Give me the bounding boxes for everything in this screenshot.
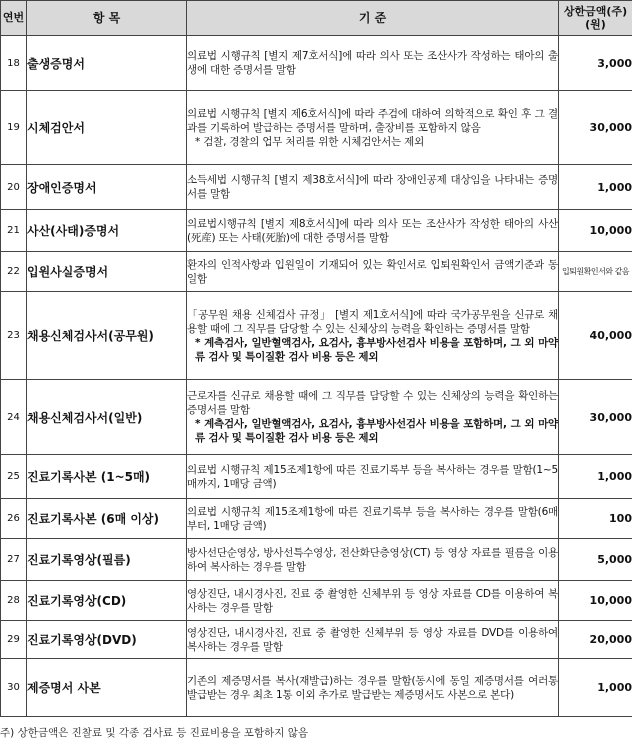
row-number: 25 [1, 455, 27, 499]
criteria-text: 의료법 시행규칙 제15조제1항에 따른 진료기록부 등을 복사하는 경우를 말함(6매부터, 1매당 금액) [187, 505, 558, 532]
amount-cell: 30,000 [559, 91, 632, 165]
item-name: 진료기록사본 (6매 이상) [27, 499, 187, 539]
criteria-cell [187, 581, 559, 621]
criteria-cell [187, 659, 559, 717]
amount-cell: 5,000 [559, 539, 632, 581]
criteria-cell [187, 292, 559, 380]
criteria-text: 영상진단, 내시경사진, 진료 중 촬영한 신체부위 등 영상 자료를 DVD를 이용하여 복사하는 경우를 말함 [187, 626, 558, 653]
item-name: 진료기록영상(필름) [27, 539, 187, 581]
criteria-text: 소득세법 시행규칙 [별지 제38호서식]에 따라 장애인공제 대상임을 나타내는 증명서를 말함 [187, 174, 558, 200]
row-number: 20 [1, 165, 27, 210]
criteria-cell [187, 210, 559, 252]
criteria-text: 의료법 시행규칙 제15조제1항에 따른 진료기록부 등을 복사하는 경우를 말함(1~5매까지, 1매당 금액) [187, 463, 558, 490]
row-number: 28 [1, 581, 27, 621]
table-row [1, 539, 632, 581]
criteria-note: * 검찰, 경찰의 업무 처리를 위한 시체검안서는 제외 [195, 135, 425, 148]
criteria-cell [187, 36, 559, 91]
amount-cell: 10,000 [559, 581, 632, 621]
table-row [1, 252, 632, 292]
row-number: 30 [1, 659, 27, 717]
row-number: 21 [1, 210, 27, 252]
item-name: 채용신체검사서(공무원) [27, 292, 187, 380]
amount-cell: 입퇴원확인서와 같음 [559, 252, 632, 292]
amount-cell: 10,000 [559, 210, 632, 252]
item-name: 사산(사태)증명서 [27, 210, 187, 252]
table-row [1, 91, 632, 165]
item-name: 진료기록영상(DVD) [27, 621, 187, 659]
criteria-cell [187, 380, 559, 455]
row-number: 23 [1, 292, 27, 380]
criteria-text: 기존의 제증명서를 복사(재발급)하는 경우를 말함(동시에 동일 제증명서를 여러통 발급받는 경우 최초 1통 이외 추가로 발급받는 제증명서도 사본으로 본다) [187, 674, 558, 701]
table-row [1, 210, 632, 252]
criteria-note: * 계측검사, 일반혈액검사, 요검사, 흉부방사선검사 비용을 포함하며, 그 외 마약류 검사 및 특이질환 검사 비용 등은 제외 [195, 336, 558, 363]
item-name: 장애인증명서 [27, 165, 187, 210]
table-row [1, 36, 632, 91]
criteria-cell [187, 539, 559, 581]
item-name: 시체검안서 [27, 91, 187, 165]
footnote: 주) 상한금액은 진찰료 및 각종 검사료 등 진료비용을 포함하지 않음 [0, 727, 308, 739]
row-number: 24 [1, 380, 27, 455]
criteria-cell [187, 91, 559, 165]
criteria-text: 의료법 시행규칙 [별지 제7호서식]에 따라 의사 또는 조산사가 작성하는 태아의 출생에 대한 증명서를 말함 [187, 50, 558, 76]
table-row [1, 621, 632, 659]
criteria-text: 의료법 시행규칙 [별지 제6호서식]에 따라 주검에 대하여 의학적으로 확인 후 그 결과를 기록하여 발급하는 증명서를 말하며, 출장비를 포함하지 않음 [187, 107, 558, 134]
item-name: 채용신체검사서(일반) [27, 380, 187, 455]
amount-cell: 1,000 [559, 659, 632, 717]
header-amount: 상한금액(주) (원) [559, 1, 632, 36]
table-row [1, 165, 632, 210]
criteria-text: 「공무원 채용 신체검사 규정」 [별지 제1호서식]에 따라 국가공무원을 신규로 채용할 때에 그 직무를 담당할 수 있는 신체상의 능력을 확인하는 증명서를 말함 [187, 308, 558, 335]
table-row [1, 659, 632, 717]
criteria-cell [187, 499, 559, 539]
amount-cell: 20,000 [559, 621, 632, 659]
header-criteria: 기 준 [187, 1, 559, 36]
table-row [1, 499, 632, 539]
criteria-cell [187, 252, 559, 292]
criteria-text: 근로자를 신규로 채용할 때에 그 직무를 담당할 수 있는 신체상의 능력을 확인하는 증명서를 말함 [187, 390, 558, 416]
criteria-note: * 계측검사, 일반혈액검사, 요검사, 흉부방사선검사 비용을 포함하며, 그 외 마약류 검사 및 특이질환 검사 비용 등은 제외 [195, 418, 558, 444]
item-name: 출생증명서 [27, 36, 187, 91]
criteria-cell [187, 621, 559, 659]
item-name: 입원사실증명서 [27, 252, 187, 292]
row-number: 22 [1, 252, 27, 292]
table-row [1, 380, 632, 455]
table-row [1, 292, 632, 380]
criteria-text: 방사선단순영상, 방사선특수영상, 전산화단층영상(CT) 등 영상 자료를 필름을 이용하여 복사하는 경우를 말함 [187, 546, 558, 573]
item-name: 제증명서 사본 [27, 659, 187, 717]
criteria-text: 환자의 인적사항과 입원일이 기재되어 있는 확인서로 입퇴원확인서 금액기준과 동일함 [187, 258, 558, 285]
table-header-row [1, 1, 632, 36]
amount-cell: 3,000 [559, 36, 632, 91]
item-name: 진료기록사본 (1~5매) [27, 455, 187, 499]
criteria-text: 영상진단, 내시경사진, 진료 중 촬영한 신체부위 등 영상 자료를 CD를 이용하여 복사하는 경우를 말함 [187, 587, 558, 614]
row-number: 29 [1, 621, 27, 659]
row-number: 26 [1, 499, 27, 539]
row-number: 18 [1, 36, 27, 91]
header-no: 연번 [1, 1, 27, 36]
amount-cell: 1,000 [559, 455, 632, 499]
criteria-text: 의료법시행규칙 [별지 제8호서식]에 따라 의사 또는 조산사가 작성한 태아의 사산(死産) 또는 사태(死胎)에 대한 증명서를 말함 [187, 217, 558, 244]
row-number: 27 [1, 539, 27, 581]
row-number: 19 [1, 91, 27, 165]
amount-cell: 30,000 [559, 380, 632, 455]
criteria-cell [187, 455, 559, 499]
criteria-cell [187, 165, 559, 210]
header-item: 항 목 [27, 1, 187, 36]
amount-cell: 1,000 [559, 165, 632, 210]
table-row [1, 581, 632, 621]
amount-cell: 100 [559, 499, 632, 539]
amount-cell: 40,000 [559, 292, 632, 380]
table-row [1, 455, 632, 499]
item-name: 진료기록영상(CD) [27, 581, 187, 621]
